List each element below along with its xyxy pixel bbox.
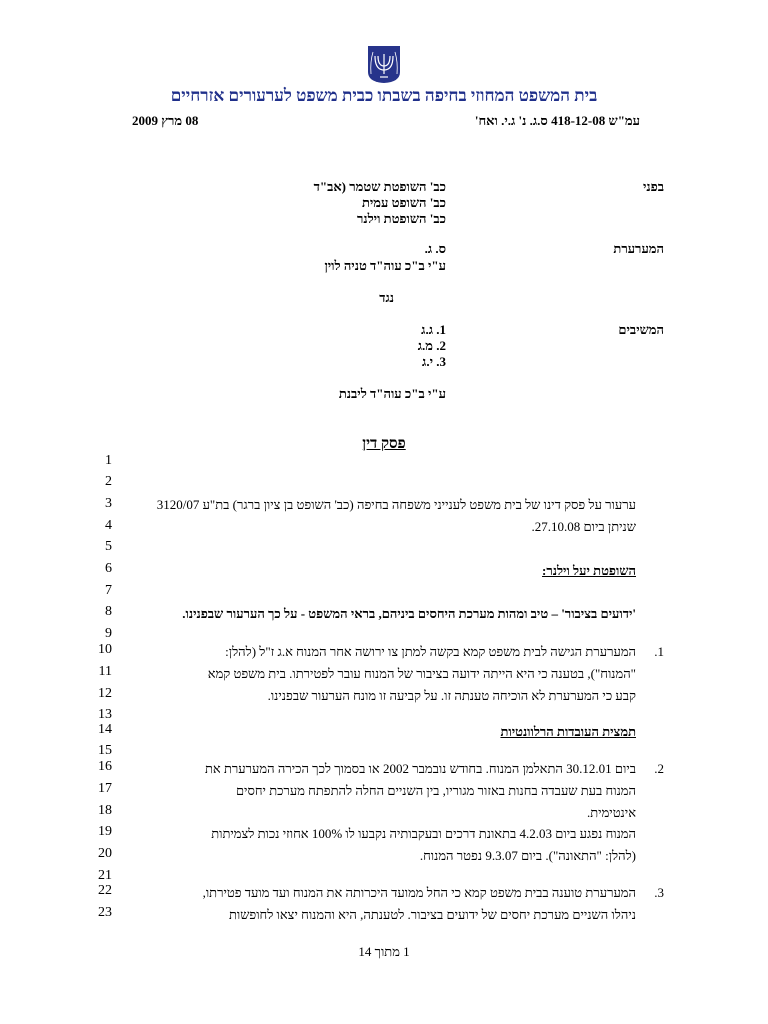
respondents-label: המשיבים [618,322,664,337]
line-number: 20 [98,846,112,861]
appellant-label: המערערת [613,241,664,256]
judge-3: כב' השופטת וילנר [356,211,446,226]
paragraph-2-line-2: המנוח בעת שעבדה בחנות באזור מגוריו, בין השניים החלה להתפתח מערכת יחסים [235,783,636,798]
line-number: 14 [98,722,112,737]
line-number: 11 [98,664,112,679]
line-number: 16 [98,759,112,774]
decision-date: 08 מרץ 2009 [132,113,199,128]
page-number: 1 מתוך 14 [358,944,410,959]
line-number: 1 [105,453,112,468]
paragraph-2-line-3: אינטימית. [587,805,636,820]
paragraph-1-line-2: "המנוח"), בטענה כי היא הייתה ידועה בציבור של המנוח עובר לפטירתו. בית משפט קמא [207,666,636,681]
line-number: 10 [98,642,112,657]
paragraph-2-line-1: ביום 30.12.01 התאלמן המנוח. בחודש נובמבר 2002 או בסמוך לכך הכירה המערערת את [205,761,636,776]
judge-heading: השופטת יעל וילנר: [542,563,636,578]
line-number: 13 [98,707,112,722]
judge-1: כב' השופטת שטמר (אב"ד [313,179,446,194]
line-number: 23 [98,905,112,920]
paragraph-2-line-4: המנוח נפגע ביום 4.2.03 בתאונת דרכים ובעקבותיה נקבעו לו 100% אחוזי נכות לצמיתות [211,826,636,841]
respondents-counsel: ע"י ב"כ עוה"ד ליבנת [338,386,446,401]
line-number: 17 [98,781,112,796]
paragraph-3-line-1: המערערת טוענה בבית משפט קמא כי החל ממועד היכרותה את המנוח ועד מועד פטירתו, [202,885,636,900]
paragraph-1-line-1: המערערת הגישה לבית משפט קמא בקשה למתן צו ירושה אחר המנוח א.ג ז"ל (להלן: [225,644,636,659]
appellant-counsel: ע"י ב"כ עוה"ד טניה לוין [324,258,446,273]
line-number: 12 [98,686,112,701]
line-number: 9 [105,626,112,641]
case-number: עמ"ש 418-12-08 ס.ג. נ' ג.י. ואח' [474,113,640,128]
line-number: 15 [98,743,112,758]
facts-heading: תמצית העובדות הרלוונטיות [500,724,636,739]
document-title: פסק דין [362,436,406,452]
intro-line-2: שניתן ביום 27.10.08. [531,519,636,534]
line-number: 21 [98,868,112,883]
line-number: 19 [98,824,112,839]
paragraph-1-number: 1. [654,644,664,659]
state-emblem [366,44,402,84]
paragraph-3-line-2: ניהלו השניים מערכת יחסים של ידועים בציבור. לטענתה, היא והמנוח יצאו לחופשות [228,907,636,922]
line-number: 8 [105,604,112,619]
intro-line-1: ערעור על פסק דינו של בית משפט לענייני משפחה בחיפה (כב' השופט בן ציון ברגר) בת"ע 3120/07 [156,497,636,512]
paragraph-1-line-3: קבע כי המערערת לא הוכיחה טענתה זו. על קביעה זו מונח הערעור שבפנינו. [267,688,636,703]
respondent-3: 3. י.ג [422,354,446,369]
before-label: בפני [643,179,664,194]
line-number: 5 [105,539,112,554]
line-number: 3 [105,496,112,511]
menorah-emblem-icon [366,44,402,84]
section-heading: 'ידועים בציבור' – טיב ומהות מערכת היחסים ביניהם, בראי המשפט - על כך הערעור שבפנינו. [182,606,636,621]
paragraph-2-number: 2. [654,761,664,776]
line-number: 6 [105,561,112,576]
judge-2: כב' השופט עמית [361,195,446,210]
line-number: 7 [105,583,112,598]
line-number: 4 [105,518,112,533]
respondent-1: 1. ג.ג [421,322,446,337]
line-number: 2 [105,474,112,489]
paragraph-2-line-5: (להלן: "התאונה"). ביום 9.3.07 נפטר המנוח. [419,848,636,863]
versus-label: נגד [379,290,394,305]
line-number: 22 [98,883,112,898]
respondent-2: 2. מ.ג [417,338,446,353]
appellant-name: ס. ג. [424,241,446,256]
court-name: בית המשפט המחוזי בחיפה בשבתו כבית משפט לערעורים אזרחיים [170,86,598,105]
line-number: 18 [98,803,112,818]
paragraph-3-number: 3. [654,885,664,900]
